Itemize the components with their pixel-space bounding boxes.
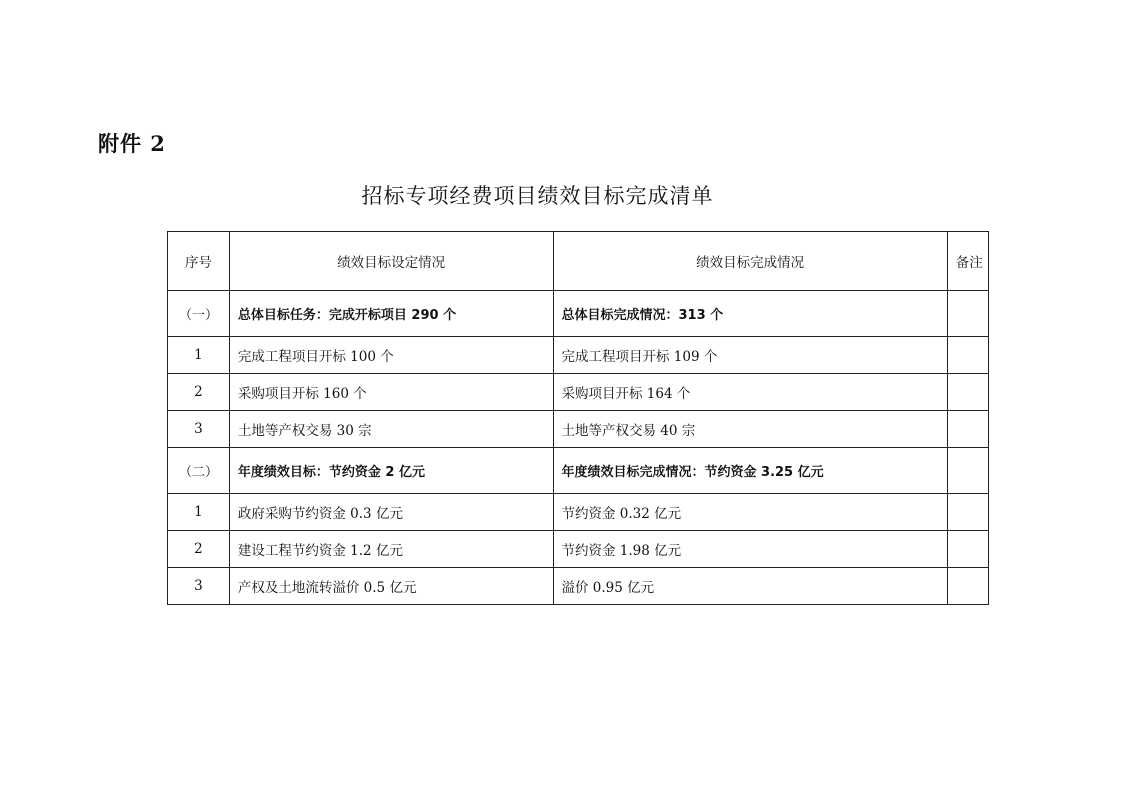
table-row <box>168 494 989 531</box>
cell-target: 总体目标任务：完成开标项目 290 个 <box>229 291 553 337</box>
cell-target: 产权及土地流转溢价 0.5 亿元 <box>229 568 553 605</box>
cell-note <box>947 568 988 605</box>
table-row <box>168 291 989 337</box>
table-row <box>168 337 989 374</box>
document-title: 招标专项经费项目绩效目标完成清单 <box>361 184 714 208</box>
cell-target: 采购项目开标 160 个 <box>229 374 553 411</box>
cell-no: 1 <box>168 494 230 531</box>
cell-done: 年度绩效目标完成情况：节约资金 3.25 亿元 <box>553 448 947 494</box>
cell-note <box>947 337 988 374</box>
cell-no: （一） <box>168 291 230 337</box>
header-no: 序号 <box>168 232 230 291</box>
cell-no: （二） <box>168 448 230 494</box>
table-row <box>168 448 989 494</box>
cell-note <box>947 494 988 531</box>
cell-note <box>947 374 988 411</box>
performance-table <box>167 231 989 605</box>
cell-done: 总体目标完成情况：313 个 <box>553 291 947 337</box>
cell-target: 土地等产权交易 30 宗 <box>229 411 553 448</box>
header-target: 绩效目标设定情况 <box>229 232 553 291</box>
table-header-row <box>168 232 989 291</box>
cell-no: 2 <box>168 374 230 411</box>
cell-note <box>947 291 988 337</box>
cell-target: 年度绩效目标：节约资金 2 亿元 <box>229 448 553 494</box>
cell-target: 建设工程节约资金 1.2 亿元 <box>229 531 553 568</box>
table-row <box>168 374 989 411</box>
table-row <box>168 568 989 605</box>
cell-done: 采购项目开标 164 个 <box>553 374 947 411</box>
cell-done: 节约资金 1.98 亿元 <box>553 531 947 568</box>
cell-done: 溢价 0.95 亿元 <box>553 568 947 605</box>
cell-target: 完成工程项目开标 100 个 <box>229 337 553 374</box>
cell-no: 1 <box>168 337 230 374</box>
table-row <box>168 411 989 448</box>
cell-note <box>947 531 988 568</box>
cell-note <box>947 448 988 494</box>
cell-done: 完成工程项目开标 109 个 <box>553 337 947 374</box>
attachment-label: 附件 2 <box>98 131 166 156</box>
header-done: 绩效目标完成情况 <box>553 232 947 291</box>
header-note: 备注 <box>947 232 988 291</box>
cell-done: 土地等产权交易 40 宗 <box>553 411 947 448</box>
cell-note <box>947 411 988 448</box>
cell-no: 3 <box>168 411 230 448</box>
cell-target: 政府采购节约资金 0.3 亿元 <box>229 494 553 531</box>
cell-no: 3 <box>168 568 230 605</box>
table-row <box>168 531 989 568</box>
cell-done: 节约资金 0.32 亿元 <box>553 494 947 531</box>
cell-no: 2 <box>168 531 230 568</box>
